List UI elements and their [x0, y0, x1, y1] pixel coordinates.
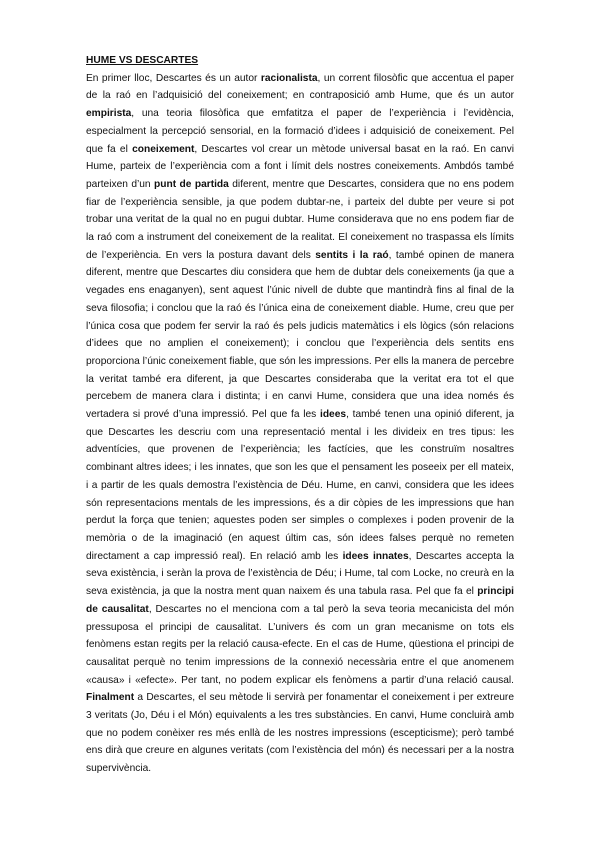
bold-term: idees — [320, 409, 347, 421]
bold-term: empirista — [86, 108, 132, 120]
bold-term: racionalista — [260, 72, 318, 84]
text-run: , una teoria filosòfica que emfatitza el paper de l’experiència i l’evidència, especialment la percepció sensorial, en la formació d’idees i adquisició de coneixement. Pel que fa el — [86, 108, 514, 155]
bold-term: Finalment — [86, 692, 135, 704]
text-run: diferent, mentre que Descartes, considera que no ens podem fiar de l’experiència sensible, ja que podem dubtar-ne, i parteix del dubte per veure si pot trobar una veritat de la qual no en pugui dubtar. Hume considerava que no ens podem fiar de la raó com a instrument del coneixement de la realitat. El coneixement no traspassa els límits de l’experiència. En vers la postura davant dels — [86, 178, 514, 261]
text-run: , també opinen de manera diferent, mentre que Descartes diu considera que hem de dubtar dels coneixements (ja que a vegades ens enaganyen), sent aquest l’únic nivell de dubte que mantindrà fins al final de la seva filosofia; i conclou que la raó és l’única eina de coneixement diable. Hume, creu que per l’única cosa que podem fer servir la raó és pels judicis matemàtics i els lògics (són relacions d’idees que no amplien el coneixement); i conclou que l’experiència dels sentits ens proporciona l’únic coneixement fiable, que són les impressions. Per ells la manera de percebre la veritat també era diferent, ja que Descartes consideraba que la veritat era tot el que percebem de manera clara i distinta; i en canvi Hume, considera que una idea només és vertadera si prové d’una impressió. Pel que fa les — [86, 249, 514, 421]
text-run: , Descartes vol crear un mètode universal basat en la raó. En canvi Hume, parteix de l’experiència com a font i límit dels nostres coneixements. Ambdós també parteixen d’un — [86, 143, 514, 190]
document-title: HUME VS DESCARTES — [86, 55, 199, 66]
bold-term: idees innates — [342, 550, 409, 562]
document-content — [86, 52, 514, 778]
text-run: , Descartes accepta la seva existència, i seràn la prova de l’existència de Déu; i Hume, tal com Locke, no creurà en la seva existència, ja que la nostra ment quan naixem és una tabula rasa. Pel que fa el — [86, 550, 515, 598]
text-run: , un corrent filosòfic que accentua el paper de la raó en l’adquisició del coneixement; en contraposició amb Hume, que és un autor — [86, 72, 514, 102]
bold-term: sentits i la raó — [315, 249, 389, 261]
text-run: a Descartes, el seu mètode li servirà per fonamentar el coneixement i per extreure 3 veritats (Jo, Déu i el Món) equivalents a les tres substàncies. En canvi, Hume concluirà amb que no podem conèixer res més enllà de les nostres impressions (escepticisme); però també ens dirà que creure en algunes veritats (com l’existència del món) és necessari per a la nostra supervivència. — [86, 692, 514, 775]
text-run: En primer lloc, Descartes és un autor — [86, 72, 261, 84]
bold-term: punt de partida — [154, 178, 229, 190]
text-run: , Descartes no el menciona com a tal però la seva teoria mecanicista del món pressuposa el principi de causalitat. L’univers és com un gran mecanisme on tots els fenòmens estan regits per la relació causa-efecte. En el cas de Hume, qüestiona el principi de causalitat perquè no tenim impressions de la connexió necessària entre el que anomenem «causa» i «efecte». Per tant, no podem explicar els fenòmens a partir d’una relació causal. — [86, 603, 514, 686]
bold-term: principi de causalitat — [86, 586, 514, 615]
document-paragraph — [86, 70, 514, 778]
bold-term: coneixement — [132, 143, 195, 155]
text-run: , també tenen una opinió diferent, ja que Descartes les descriu com una representació mental i les divideix en tres tipus: les adventícies, que provenen de l’experiència; les factícies, que les construïm nosaltres combinant altres idees; i les innates, que son les que el pensament les poseeix per ell mateix, i a partir de les quals demostra l’existència de Déu. Hume, en canvi, considera que les idees són representacions mentals de les impressions, és a dir còpies de les impressions que han perdut la força que tenien; aquestes poden ser simples o complexes i poden provenir de la memòria o de la imaginació (en aquest últim cas, són idees falses perquè no remeten directament a cap impressió real). En relació amb les — [86, 409, 514, 562]
